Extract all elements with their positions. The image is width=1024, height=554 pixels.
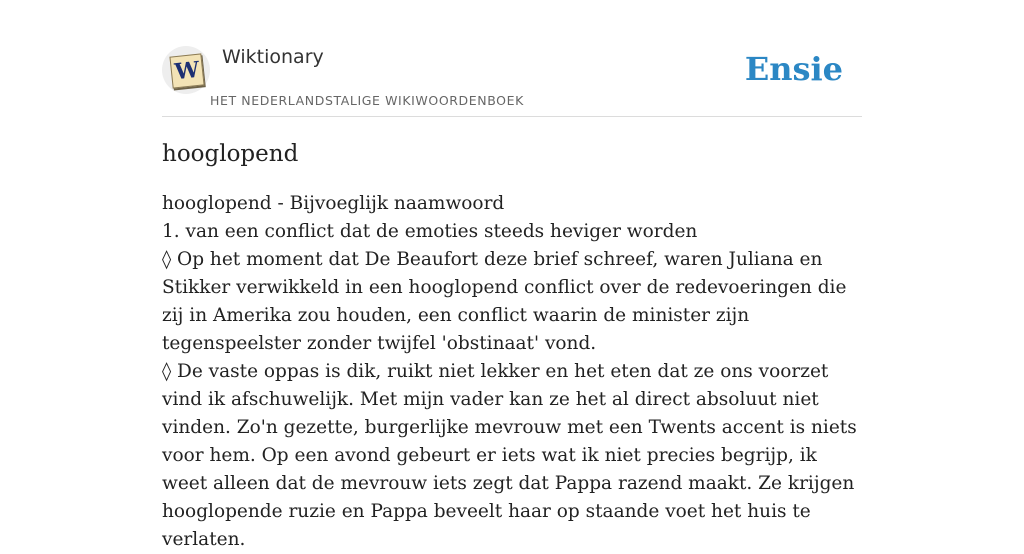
entry-content [162, 138, 866, 554]
wiktionary-logo-icon[interactable] [162, 46, 210, 94]
entry-title: hooglopend [162, 141, 299, 167]
site-header [162, 0, 862, 117]
site-name[interactable]: Wiktionary [222, 46, 324, 68]
example-sentence: ◊ De vaste oppas is dik, ruikt niet lekker en het eten dat ze ons voorzet vind ik afschuwelijk. Met mijn vader kan ze het al direct absoluut niet vinden. Zo'n gezette, burgerlijke mevrouw met een Twents accent is niets voor hem. Op een avond gebeurt er iets wat ik niet precies begrijp, ik weet alleen dat de mevrouw iets zegt dat Pappa razend maakt. Ze krijgen hooglopende ruzie en Pappa beveelt haar op staande voet het huis te verlaten. [162, 361, 857, 550]
ensie-brand-logo[interactable]: Ensie [744, 50, 843, 88]
example-sentence: ◊ Op het moment dat De Beaufort deze brief schreef, waren Juliana en Stikker verwikkeld in een hooglopend conflict over de redevoeringen die zij in Amerika zou houden, een conflict waarin de minister zijn tegenspeelster zonder twijfel 'obstinaat' vond. [162, 249, 847, 354]
logo-tile: W [169, 53, 204, 88]
definition: 1. van een conflict dat de emoties steeds heviger worden [162, 221, 698, 242]
word-type: hooglopend - Bijvoeglijk naamwoord [162, 193, 505, 214]
site-tagline: HET NEDERLANDSTALIGE WIKIWOORDENBOEK [210, 93, 524, 108]
